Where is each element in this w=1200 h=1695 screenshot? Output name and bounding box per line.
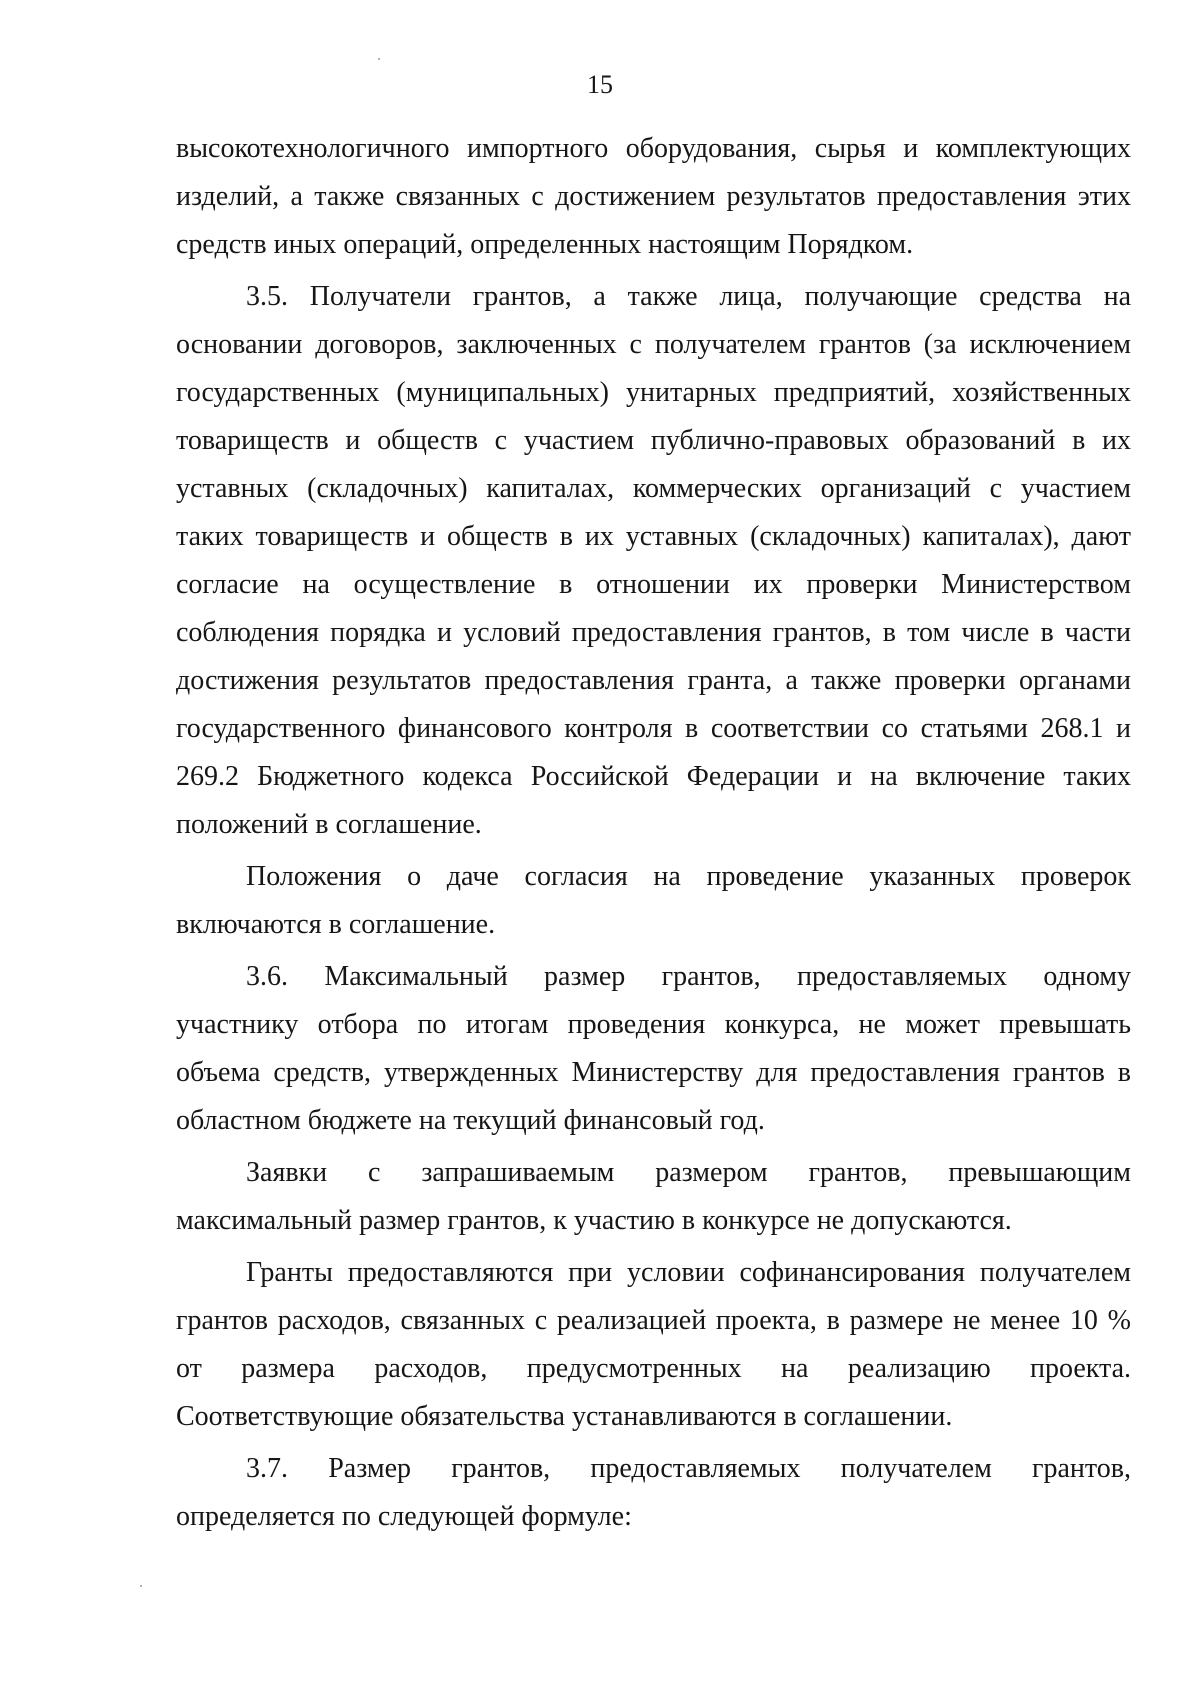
- text-line: от размера расходов, предусмотренных на реализацию проекта.: [176, 1353, 1131, 1384]
- page-number: 15: [587, 70, 613, 99]
- text-line: товариществ и обществ с участием публично-правовых образований в их: [176, 425, 1131, 456]
- text-line: максимальный размер грантов, к участию в конкурсе не допускаются.: [176, 1205, 1012, 1236]
- text-line: участнику отбора по итогам проведения конкурса, не может превышать: [176, 1009, 1131, 1040]
- body-text: [176, 125, 1131, 1541]
- text-line: грантов расходов, связанных с реализацией проекта, в размере не менее 10 %: [176, 1305, 1131, 1336]
- text-line: согласие на осуществление в отношении их проверки Министерством: [176, 569, 1131, 600]
- text-line: 3.6. Максимальный размер грантов, предоставляемых одному: [246, 961, 1131, 992]
- text-line: государственного финансового контроля в соответствии со статьями 268.1 и: [176, 713, 1131, 744]
- text-line: средств иных операций, определенных настоящим Порядком.: [176, 229, 914, 260]
- text-line: высокотехнологичного импортного оборудования, сырья и комплектующих: [176, 133, 1131, 164]
- text-line: положений в соглашение.: [176, 809, 482, 840]
- text-line: 3.7. Размер грантов, предоставляемых получателем грантов,: [246, 1453, 1131, 1484]
- text-line: уставных (складочных) капиталах, коммерческих организаций с участием: [176, 473, 1131, 504]
- text-line: соблюдения порядка и условий предоставления грантов, в том числе в части: [176, 617, 1131, 648]
- text-line: Соответствующие обязательства устанавливаются в соглашении.: [176, 1401, 953, 1432]
- text-line: изделий, а также связанных с достижением результатов предоставления этих: [176, 181, 1131, 212]
- text-line: 269.2 Бюджетного кодекса Российской Федерации и на включение таких: [176, 761, 1131, 792]
- text-line: государственных (муниципальных) унитарных предприятий, хозяйственных: [176, 377, 1131, 408]
- text-line: объема средств, утвержденных Министерству для предоставления грантов в: [176, 1057, 1131, 1088]
- text-line: Заявки с запрашиваемым размером грантов, превышающим: [246, 1157, 1131, 1188]
- text-line: областном бюджете на текущий финансовый год.: [176, 1105, 765, 1136]
- text-line: включаются в соглашение.: [176, 909, 496, 940]
- text-line: таких товариществ и обществ в их уставных (складочных) капиталах), дают: [176, 521, 1131, 552]
- text-line: 3.5. Получатели грантов, а также лица, получающие средства на: [246, 281, 1131, 312]
- scan-speck: [378, 58, 380, 60]
- scan-speck: [140, 1585, 142, 1587]
- text-line: достижения результатов предоставления гранта, а также проверки органами: [176, 665, 1131, 696]
- text-line: Положения о даче согласия на проведение указанных проверок: [246, 861, 1131, 892]
- text-line: основании договоров, заключенных с получателем грантов (за исключением: [176, 329, 1131, 360]
- text-line: Гранты предоставляются при условии софинансирования получателем: [246, 1257, 1131, 1288]
- text-line: определяется по следующей формуле:: [176, 1501, 632, 1532]
